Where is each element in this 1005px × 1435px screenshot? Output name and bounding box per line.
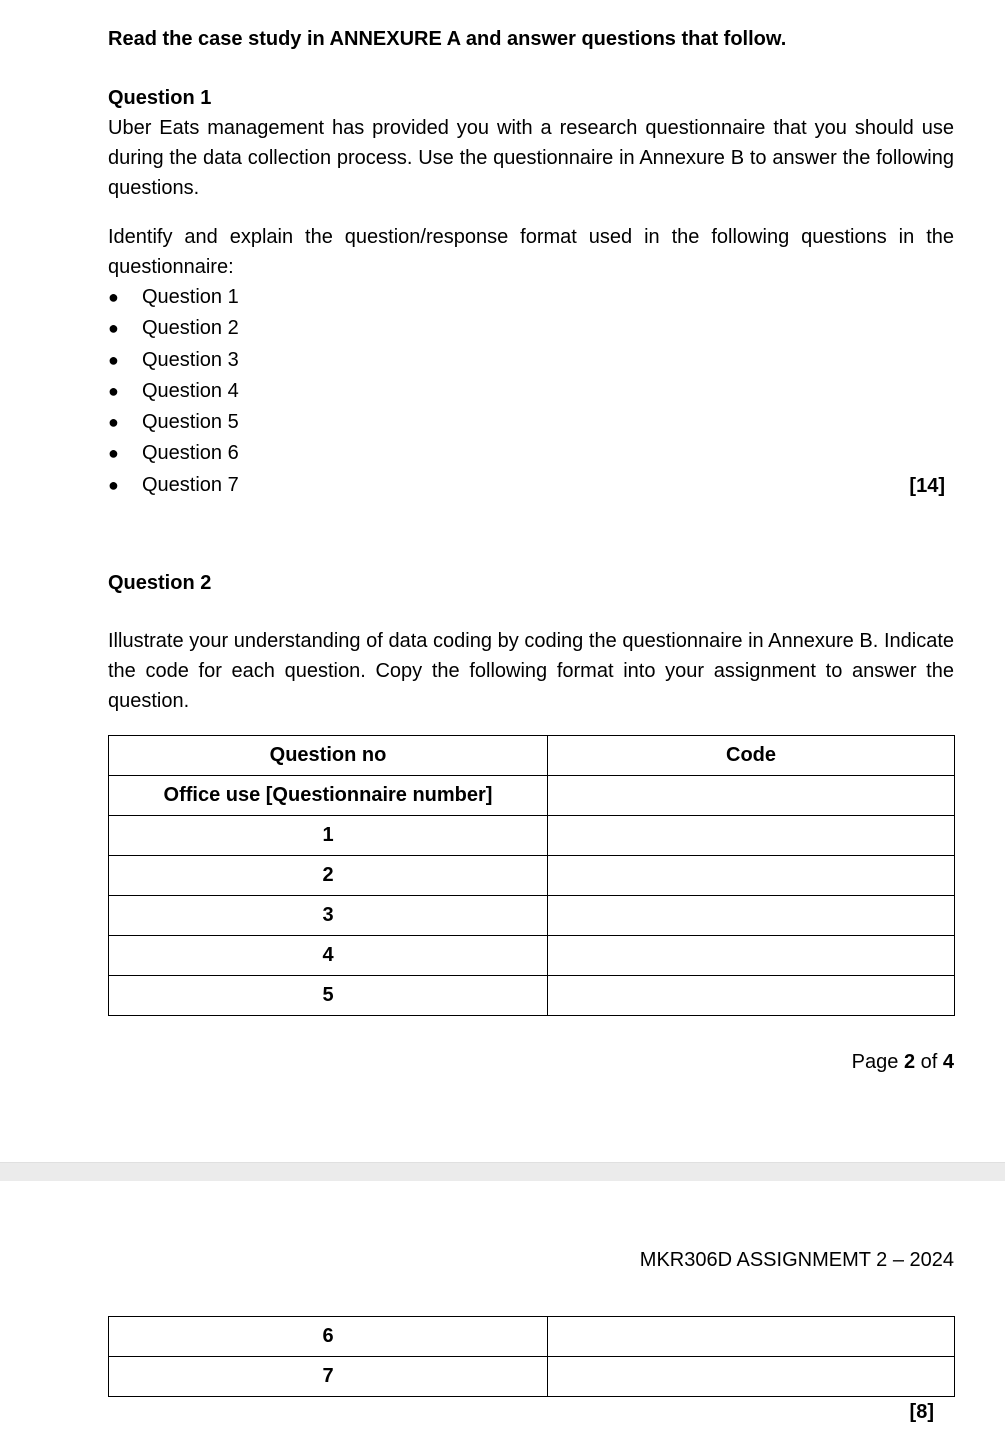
document-header: MKR306D ASSIGNMEMT 2 – 2024 [639,1249,954,1271]
question-1-marks: [14] [909,475,945,497]
bullet-icon: ● [108,443,119,464]
list-item: ● Question 3 [108,345,954,376]
question-1-heading: Question 1 [108,87,212,109]
table-row [109,976,955,1016]
list-item: ● Question 6 [108,438,954,469]
list-item: ● Question 2 [108,313,954,344]
bullet-icon: ● [108,318,119,339]
question-2-marks: [8] [909,1401,934,1423]
code-cell [548,776,955,816]
question-list [108,282,954,501]
bullet-icon: ● [108,287,119,307]
table-row [109,1317,955,1357]
instruction-text: Read the case study in ANNEXURE A and answer questions that follow. [108,28,787,50]
table-row [109,1357,955,1397]
column-header-question-no: Question no [109,736,548,776]
column-header-code: Code [548,736,955,776]
question-2-heading: Question 2 [108,572,212,594]
list-item: ● Question 4 [108,376,954,407]
table-header-row [109,736,955,776]
code-cell [548,856,955,896]
table-row [109,776,955,816]
coding-table-continued [108,1316,955,1397]
question-2-paragraph: Illustrate your understanding of data coding by coding the questionnaire in Annexure B. Indicate the code for each question. Copy the following format into your assignment to answer the question. [108,630,954,712]
question-cell: 4 [109,936,548,976]
question-cell: 5 [109,976,548,1016]
page-number: Page 2 of 4 [851,1051,954,1073]
code-cell [548,816,955,856]
table-row [109,896,955,936]
bullet-icon: ● [108,412,119,433]
question-1-instruction: Identify and explain the question/response format used in the following questions in the questionnaire: [108,226,954,278]
question-cell: 3 [109,896,548,936]
bullet-icon: ● [108,349,119,370]
question-cell: 6 [109,1317,548,1357]
page-separator [0,1162,1005,1181]
table-row [109,816,955,856]
question-cell: 7 [109,1357,548,1397]
question-1-paragraph: Uber Eats management has provided you with a research questionnaire that you should use during the data collection process. Use the questionnaire in Annexure B to answer the following questions. [108,117,954,199]
list-item: ● Question 1 [108,282,954,313]
code-cell [548,896,955,936]
list-item: ● Question 5 [108,407,954,438]
question-cell: 2 [109,856,548,896]
bullet-icon: ● [108,380,119,401]
table-row [109,856,955,896]
question-cell: 1 [109,816,548,856]
coding-table [108,735,955,1016]
code-cell [548,1317,955,1357]
list-item: ● Question 7 [108,470,954,501]
table-row [109,936,955,976]
code-cell [548,936,955,976]
bullet-icon: ● [108,474,119,495]
code-cell [548,976,955,1016]
code-cell [548,1357,955,1397]
question-cell: Office use [Questionnaire number] [109,776,548,816]
